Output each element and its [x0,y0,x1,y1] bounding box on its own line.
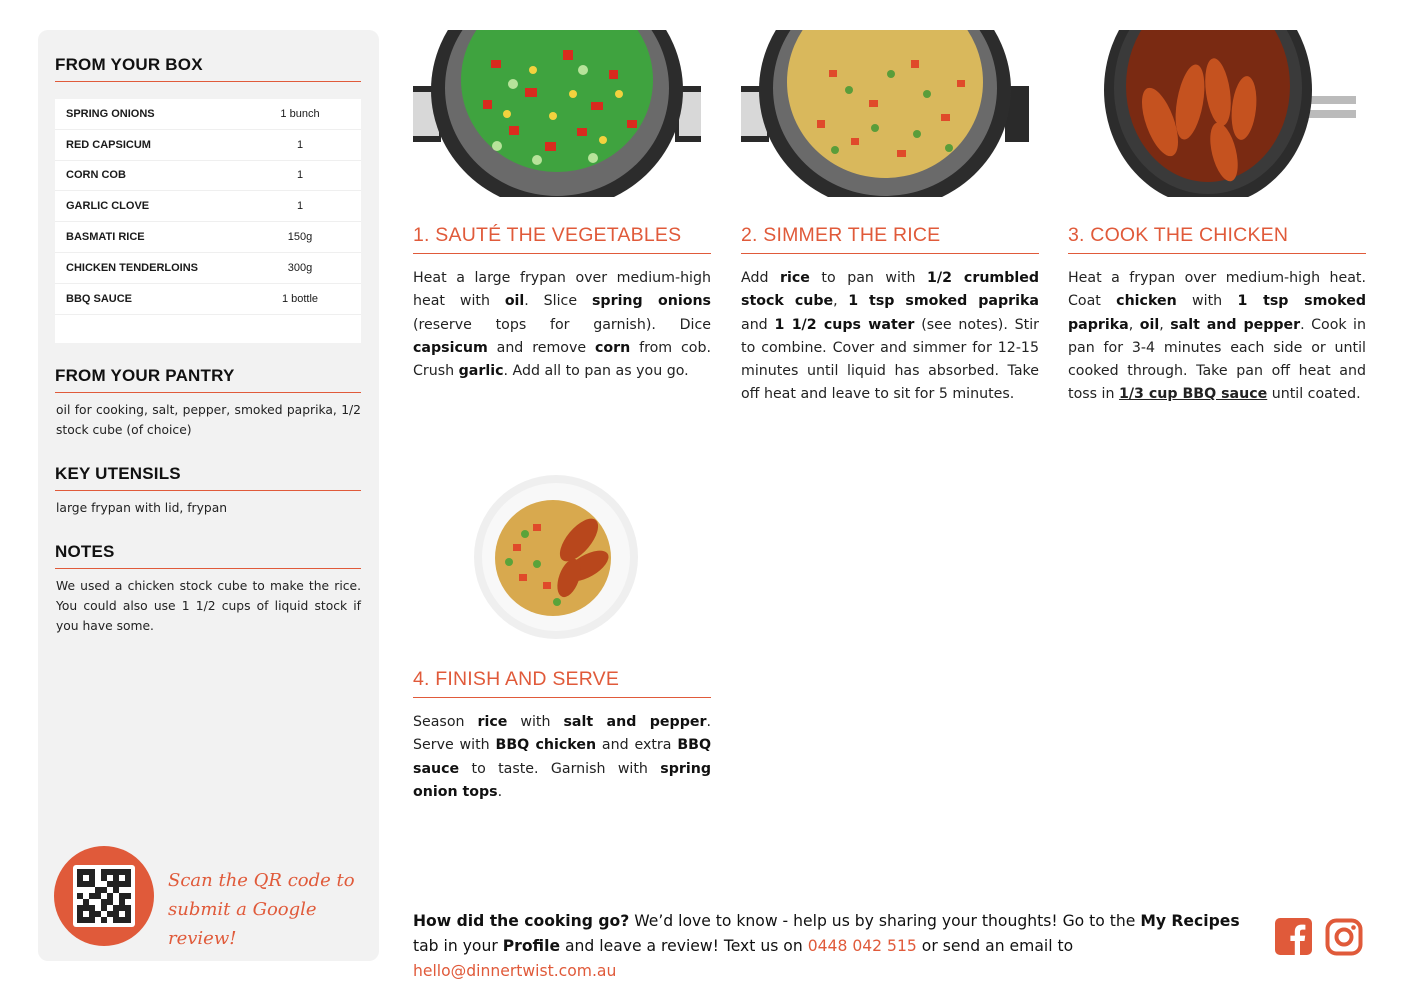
ingredient-name: GARLIC CLOVE [66,200,150,213]
step-1 [413,224,711,383]
ingredient-name: BASMATI RICE [66,231,145,244]
step-1-body: Heat a large frypan over medium-high heat with oil. Slice spring onions (reserve tops for garnish). Dice capsicum and remove corn from cob. Crush garlic. Add all to pan as you go. [413,270,711,380]
instagram-icon[interactable] [1325,918,1363,956]
ingredient-qty: 1 [296,169,304,182]
ingredient-name: BBQ SAUCE [66,292,133,305]
step-2-title: 2. SIMMER THE RICE [741,224,1039,254]
ingredient-qty: 150g [287,231,313,244]
utensils-text: large frypan with lid, frypan [56,501,228,515]
ingredient-row [55,284,361,315]
contact-link[interactable]: 0448 042 515 [807,937,917,955]
ingredient-row [55,191,361,222]
ingredient-name: CHICKEN TENDERLOINS [66,261,199,274]
step-3 [1068,224,1366,407]
step-3-title: 3. COOK THE CHICKEN [1068,224,1366,254]
key-utensils-heading: KEY UTENSILS [55,464,361,491]
contact-link[interactable]: hello@dinnertwist.com.au [413,962,617,980]
ingredient-qty: 1 bunch [280,107,320,120]
step3-photo [1068,30,1356,197]
step-3-body: Heat a frypan over medium-high heat. Coat chicken with 1 tsp smoked paprika, oil, salt and pepper. Cook in pan for 3-4 minutes each side or until cooked through. Take pan off heat and toss in 1/3 cup BBQ sauce until coated. [1068,270,1366,403]
facebook-icon[interactable] [1275,918,1313,956]
ingredient-row [55,222,361,253]
step-4 [413,668,711,804]
qr-caption [168,866,368,953]
qr-code[interactable] [73,865,135,927]
ingredient-row [55,161,361,192]
step-1-title: 1. SAUTÉ THE VEGETABLES [413,224,711,254]
ingredient-qty: 1 [296,138,304,151]
sidebar [38,30,379,961]
ingredient-row [55,253,361,284]
ingredient-qty: 1 bottle [281,292,319,305]
ingredient-row [55,99,361,130]
ingredient-name: RED CAPSICUM [66,138,151,151]
step1-photo [413,30,701,197]
qr-caption-line2: submit a Google review! [168,899,317,949]
notes-heading: NOTES [55,542,361,569]
ingredient-name: CORN COB [66,169,126,182]
step-2 [741,224,1039,407]
pantry-text: oil for cooking, salt, pepper, smoked paprika, 1/2 stock cube (of choice) [56,403,361,437]
ingredient-row [55,130,361,161]
ingredient-qty: 300g [287,261,313,274]
step4-photo [473,474,639,640]
from-your-box-heading: FROM YOUR BOX [55,55,361,82]
from-your-pantry-heading: FROM YOUR PANTRY [55,366,361,393]
feedback-text: How did the cooking go? We’d love to know - help us by sharing your thoughts! Go to the My Recipes tab in your Profile and leave a review! Text us on 0448 042 515 or send an email to hello@dinnertwist.com.au [413,912,1240,980]
qr-caption-line1: Scan the QR code to [168,870,355,891]
ingredient-qty: 1 [296,200,304,213]
qr-code-badge[interactable] [54,846,154,946]
step-4-title: 4. FINISH AND SERVE [413,668,711,698]
step2-photo [741,30,1029,197]
step-2-body: Add rice to pan with 1/2 crumbled stock cube, 1 tsp smoked paprika and 1 1/2 cups water (see notes). Stir to combine. Cover and simmer for 12-15 minutes until liquid has absorbed. Take off heat and leave to sit for 5 minutes. [741,270,1040,403]
step-4-body: Season rice with salt and pepper. Serve with BBQ chicken and extra BBQ sauce to taste. Garnish with spring onion tops. [413,714,712,800]
ingredient-name: SPRING ONIONS [66,107,155,120]
notes-text: We used a chicken stock cube to make the rice. You could also use 1 1/2 cups of liquid stock if you have some. [56,579,361,633]
ingredients-table [55,99,361,343]
